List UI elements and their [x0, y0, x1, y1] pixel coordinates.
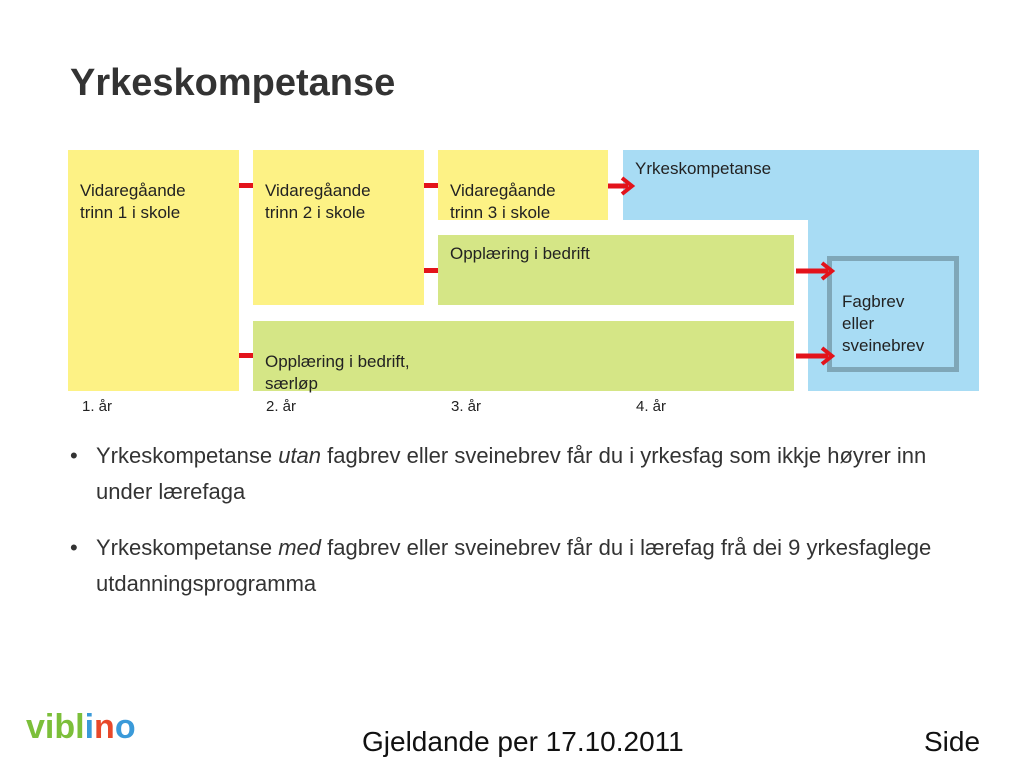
bullet-list: [70, 438, 950, 622]
arrow-right-icon: [796, 346, 836, 366]
footer-date: Gjeldande per 17.10.2011: [362, 726, 684, 757]
vg2-box: [253, 150, 424, 305]
fagbrev-box: [827, 256, 959, 372]
bullet-icon: •: [70, 535, 78, 560]
connector-vg1-vg2: [239, 183, 253, 188]
footer-page: Side: [924, 726, 981, 757]
year-label-2: 2. år: [266, 398, 297, 415]
bedrift-saerlop-label: Opplæring i bedrift, særløp: [265, 352, 410, 393]
bullet-text-after: fagbrev eller sveinebrev får du i lærefag frå dei 9 yrkesfaglege utdanningsprogramma: [96, 535, 932, 596]
connector-vg1-saerlop: [239, 353, 253, 358]
logo-part: i: [84, 708, 95, 746]
arrow-right-icon: [796, 261, 836, 281]
year-label-4: 4. år: [636, 398, 667, 415]
vg1-box: [68, 150, 239, 391]
vg3-label: Vidaregåande trinn 3 i skole: [450, 181, 556, 222]
vg2-label: Vidaregåande trinn 2 i skole: [265, 181, 371, 222]
logo-part: n: [94, 708, 115, 746]
bedrift-saerlop-box: [253, 321, 794, 391]
connector-vg2-vg3: [424, 183, 438, 188]
bedrift-label: Opplæring i bedrift: [450, 244, 590, 263]
vg1-label: Vidaregåande trinn 1 i skole: [80, 181, 186, 222]
bullet-text-emphasis: utan: [278, 443, 322, 468]
logo-part: o: [114, 708, 136, 746]
logo-part: vibl: [26, 708, 85, 746]
bullet-item: [70, 438, 950, 510]
year-label-1: 1. år: [82, 398, 113, 415]
bedrift-box: [438, 235, 794, 305]
yrkeskompetanse-label: Yrkeskompetanse: [635, 159, 772, 178]
connector-vg2-bedrift: [424, 268, 438, 273]
page-title: Yrkeskompetanse: [70, 62, 396, 104]
year-label-3: 3. år: [451, 398, 482, 415]
bullet-text-emphasis: med: [278, 535, 321, 560]
bullet-item: [70, 530, 950, 602]
bullet-text-after: fagbrev eller sveinebrev får du i yrkesfag som ikkje høyrer inn under lærefaga: [96, 443, 927, 504]
arrow-right-icon: [608, 176, 636, 196]
yrkeskompetanse-box: [623, 150, 979, 220]
bullet-text-before: Yrkeskompetanse: [96, 535, 279, 560]
bullet-icon: •: [70, 443, 78, 468]
vg3-box: [438, 150, 608, 220]
fagbrev-label: Fagbrev eller sveinebrev: [842, 292, 925, 355]
bullet-text-before: Yrkeskompetanse: [96, 443, 279, 468]
viblino-logo: [26, 708, 136, 747]
